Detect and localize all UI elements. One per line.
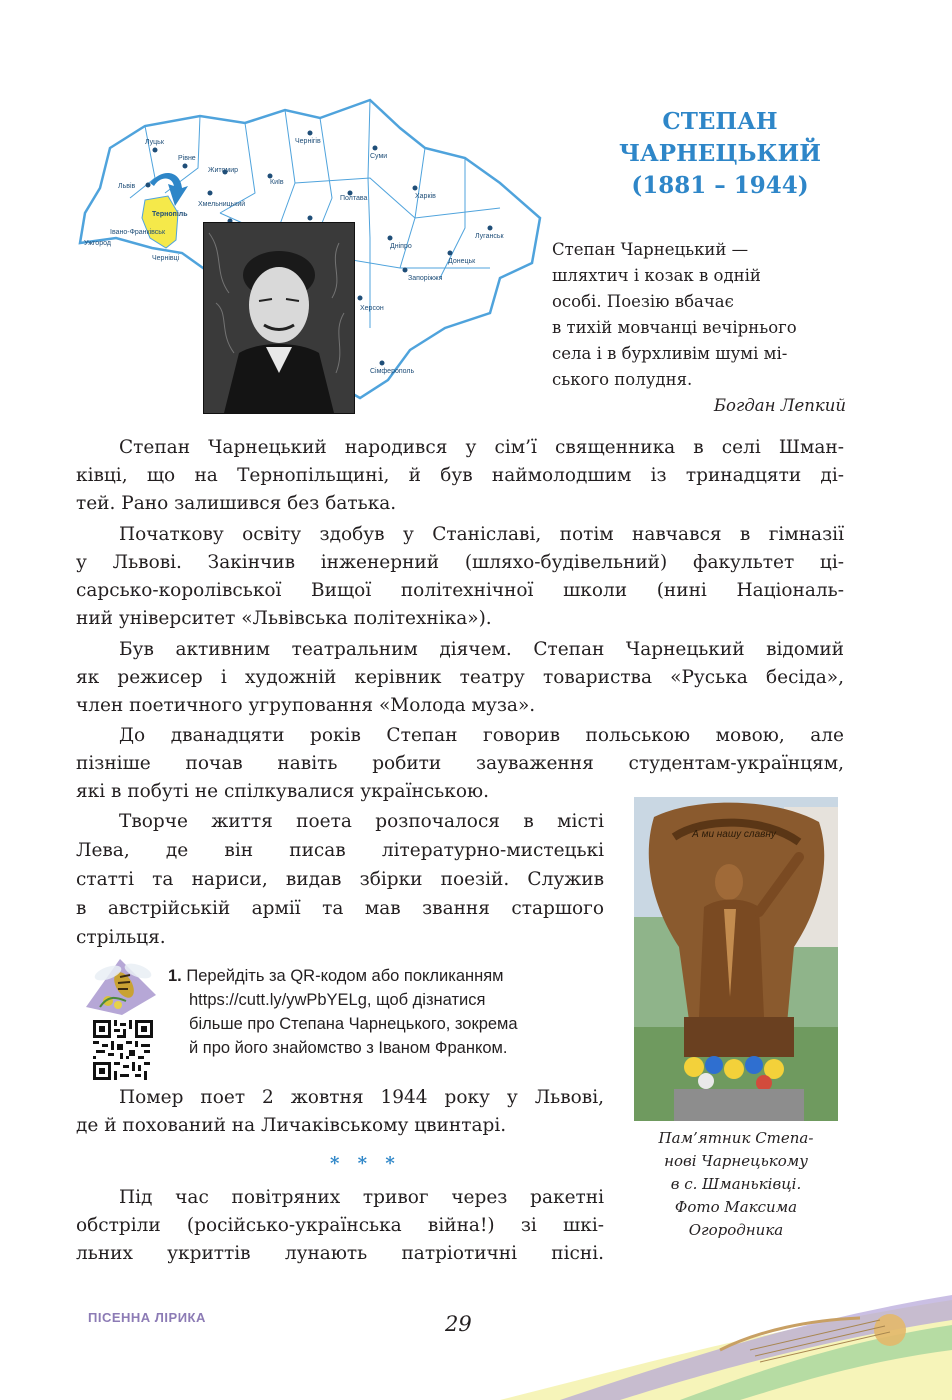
epigraph-line: в тихій мовчанці вечірнього (552, 318, 797, 337)
epigraph-line: ського полудня. (552, 370, 693, 389)
photo-caption-line: Пам’ятник Степа- (658, 1129, 814, 1147)
svg-text:Херсон: Херсон (360, 305, 384, 312)
body-line: в австрійській армії та мав звання старшого (76, 898, 604, 919)
svg-text:Запоріжжя: Запоріжжя (408, 275, 443, 282)
svg-text:Луганськ: Луганськ (475, 233, 504, 240)
svg-text:Львів: Львів (118, 183, 136, 190)
epigraph-line: шляхтич і козак в одній (552, 266, 761, 285)
portrait-drawing (204, 223, 354, 413)
svg-text:Сімферополь: Сімферополь (370, 368, 415, 375)
svg-text:Суми: Суми (370, 153, 388, 160)
body-line: де й похований на Личаківському цвинтарі. (76, 1115, 507, 1136)
task-number: 1. (168, 967, 182, 985)
task-line: більше про Степана Чарнецького, зокрема (189, 1015, 518, 1033)
body-line: у Львові. Закінчив інженерний (шляхо-будівельний) факультет ці- (76, 552, 844, 573)
title-years: (1881 – 1944) (631, 172, 809, 199)
body-line: стрільця. (76, 927, 166, 948)
body-line: Помер поет 2 жовтня 1944 року у Львові, (119, 1087, 604, 1108)
body-line: Лева, де він писав літературно-мистецькі (76, 840, 604, 861)
svg-text:Чернівці: Чернівці (152, 255, 180, 262)
epigraph-author: Богдан Лепкий (713, 396, 846, 415)
body-line: Під час повітряних тривог через ракетні (119, 1187, 604, 1208)
body-line: Був активним театральним діячем. Степан Чарнецький відомий (119, 639, 844, 660)
footer-bandura-decoration (500, 1290, 952, 1400)
portrait-image (203, 222, 355, 414)
photo-caption-line: в с. Шманьківці. (670, 1175, 802, 1193)
svg-text:Донецьк: Донецьк (448, 258, 476, 265)
bee-task-icon (78, 955, 162, 1017)
task-link-line[interactable]: https://cutt.ly/ywPbYELg, щоб дізнатися (189, 991, 486, 1009)
photo-caption-line: нові Чарнецькому (664, 1152, 808, 1170)
epigraph-line: особі. Поезію вбачає (552, 292, 734, 311)
body-line: тей. Рано залишився без батька. (76, 493, 397, 514)
body-line: Творче життя поета розпочалося в місті (119, 811, 604, 832)
body-line: як режисер і художній керівник театру товариства «Руська бесіда», (76, 667, 844, 688)
photo-caption-line: Фото Максима (674, 1198, 798, 1216)
svg-text:Київ: Київ (270, 179, 284, 186)
qr-code-icon[interactable] (93, 1020, 153, 1080)
epigraph-line: села і в бурхливім шумі мі- (552, 344, 788, 363)
body-line: ківці, що на Тернопільщині, й був наймолодшим із тринадцяти ді- (76, 465, 844, 486)
body-line: Степан Чарнецький народився у сім’ї священника в селі Шман- (119, 437, 844, 458)
svg-text:Житомир: Житомир (208, 167, 239, 174)
svg-text:Харків: Харків (415, 193, 436, 200)
title-line2: ЧАРНЕЦЬКИЙ (619, 140, 821, 167)
photo-caption-line: Огородника (688, 1221, 784, 1239)
page-number: 29 (445, 1312, 472, 1336)
body-line: які в побуті не спілкувалися українською. (76, 781, 489, 802)
body-line: льних укриттів лунають патріотичні пісні. (76, 1243, 604, 1264)
section-separator: * * * (330, 1153, 401, 1174)
task-line: й про його знайомство з Іваном Франком. (189, 1039, 508, 1057)
monument-banner-text: А ми нашу славну (692, 829, 776, 840)
svg-text:Чернігів: Чернігів (295, 138, 321, 145)
footer-section-name: ПІСЕННА ЛІРИКА (88, 1310, 206, 1325)
body-line: статті та нариси, видав збірки поезій. Служив (76, 869, 604, 890)
svg-text:Луцьк: Луцьк (145, 139, 164, 146)
monument-drawing (634, 797, 838, 1121)
svg-text:Тернопіль: Тернопіль (152, 211, 188, 218)
body-line: член поетичного угруповання «Молода муза». (76, 695, 536, 716)
body-line: сарсько-королівської Вищої політехнічної школи (нині Національ- (76, 580, 844, 601)
svg-text:Дніпро: Дніпро (390, 243, 412, 250)
body-line: пізніше почав навіть робити зауваження студентам-українцям, (76, 753, 844, 774)
svg-text:Полтава: Полтава (340, 195, 368, 202)
task-text: Перейдіть за QR-кодом або покликанням (186, 967, 504, 985)
body-line: обстріли (російсько-українська війна!) зі шкі- (76, 1215, 604, 1236)
title-line1: СТЕПАН (662, 108, 778, 135)
svg-text:Рівне: Рівне (178, 155, 196, 162)
monument-photo (634, 797, 838, 1121)
body-line: ний університет «Львівська політехніка»). (76, 608, 492, 629)
svg-text:Ужгород: Ужгород (84, 240, 111, 247)
task-line-1 (168, 964, 504, 988)
svg-text:Івано-Франківськ: Івано-Франківськ (110, 229, 166, 236)
epigraph-line: Степан Чарнецький — (552, 240, 749, 259)
body-line: Початкову освіту здобув у Станіславі, потім навчався в гімназії (119, 524, 844, 545)
body-line: До дванадцяти років Степан говорив польською мовою, але (119, 725, 844, 746)
svg-text:Хмельницький: Хмельницький (198, 201, 246, 208)
